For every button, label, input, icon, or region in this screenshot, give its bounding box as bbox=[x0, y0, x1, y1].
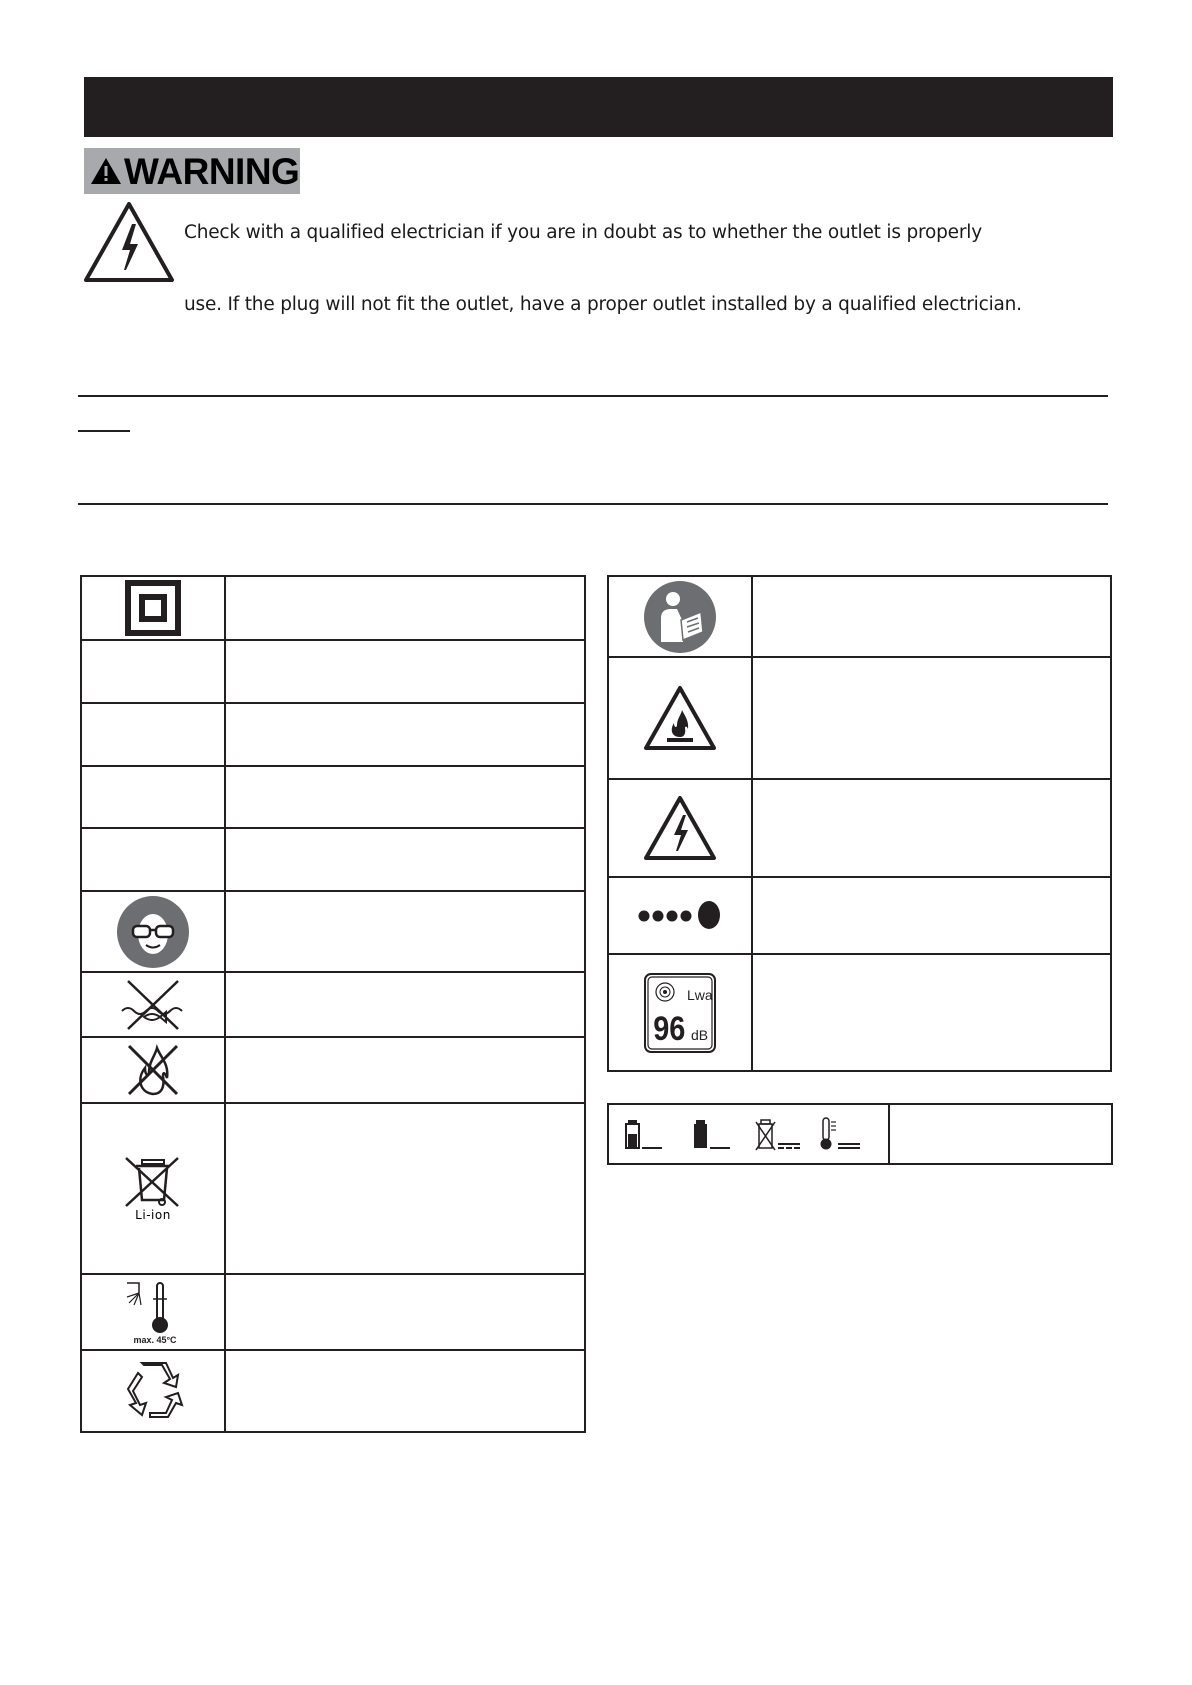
description-cell bbox=[225, 1103, 585, 1274]
sound-level-value: 96 bbox=[653, 1008, 686, 1048]
table-row bbox=[81, 1350, 585, 1432]
description-cell bbox=[225, 1037, 585, 1103]
description-cell bbox=[225, 766, 585, 828]
description-cell bbox=[225, 828, 585, 891]
icon-cell bbox=[81, 640, 225, 703]
description-cell bbox=[225, 576, 585, 640]
icon-cell bbox=[81, 972, 225, 1037]
battery-status-icons bbox=[624, 1116, 874, 1152]
divider-bottom bbox=[78, 503, 1108, 505]
warning-label: WARNING bbox=[124, 150, 300, 192]
table-row bbox=[81, 703, 585, 766]
icon-cell bbox=[81, 828, 225, 891]
icon-cell bbox=[608, 576, 752, 657]
li-ion-label: Li-ion bbox=[135, 1207, 171, 1222]
sound-power-level-icon bbox=[643, 972, 717, 1054]
table-row bbox=[81, 972, 585, 1037]
warning-badge bbox=[84, 148, 300, 194]
table-row bbox=[608, 576, 1111, 657]
description-cell bbox=[225, 891, 585, 972]
table-row bbox=[81, 891, 585, 972]
icon-cell bbox=[81, 703, 225, 766]
table-row bbox=[81, 766, 585, 828]
max-temperature-icon bbox=[123, 1279, 183, 1345]
table-row bbox=[81, 576, 585, 640]
no-water-disposal-icon bbox=[120, 979, 186, 1031]
charge-level-dots-icon bbox=[638, 901, 722, 931]
battery-temperature-icon bbox=[820, 1118, 860, 1150]
header-bar bbox=[84, 77, 1113, 137]
description-cell bbox=[225, 1274, 585, 1350]
eye-protection-icon bbox=[116, 895, 190, 969]
sound-power-symbol: Lwa bbox=[687, 986, 713, 1003]
icon-cell bbox=[608, 877, 752, 954]
icon-cell bbox=[608, 779, 752, 877]
icon-cell bbox=[81, 1274, 225, 1350]
icon-cell bbox=[608, 1104, 889, 1164]
double-insulation-icon bbox=[125, 580, 181, 636]
recycle-icon bbox=[120, 1359, 186, 1423]
electric-shock-icon bbox=[82, 200, 176, 284]
description-cell bbox=[752, 657, 1111, 779]
description-cell bbox=[225, 703, 585, 766]
battery-charged-icon bbox=[694, 1120, 730, 1148]
battery-defective-icon bbox=[756, 1120, 800, 1150]
description-cell bbox=[752, 576, 1111, 657]
description-cell bbox=[225, 640, 585, 703]
icon-cell bbox=[608, 657, 752, 779]
warning-text-line-2: use. If the plug will not fit the outlet, have a proper outlet installed by a qualified electrician. bbox=[184, 294, 1022, 315]
description-cell bbox=[889, 1104, 1112, 1164]
description-cell bbox=[752, 954, 1111, 1071]
symbol-table-left bbox=[80, 575, 586, 1433]
warning-text-line-1: Check with a qualified electrician if you are in doubt as to whether the outlet is properly bbox=[184, 222, 982, 243]
max-temp-label: max. 45°C bbox=[133, 1335, 177, 1345]
table-row bbox=[81, 640, 585, 703]
symbol-table-right bbox=[607, 575, 1112, 1072]
electric-shock-warning-icon bbox=[643, 795, 717, 861]
warning-triangle-icon bbox=[90, 156, 122, 186]
table-row bbox=[608, 779, 1111, 877]
icon-cell bbox=[81, 1103, 225, 1274]
icon-cell bbox=[81, 576, 225, 640]
table-row bbox=[81, 1037, 585, 1103]
description-cell bbox=[752, 877, 1111, 954]
table-row bbox=[608, 657, 1111, 779]
icon-cell bbox=[81, 1037, 225, 1103]
battery-empty-icon bbox=[626, 1120, 662, 1148]
flammable-warning-icon bbox=[643, 685, 717, 751]
icon-cell bbox=[608, 954, 752, 1071]
table-row bbox=[608, 954, 1111, 1071]
table-row bbox=[81, 1274, 585, 1350]
crossed-bin-li-ion-icon bbox=[122, 1156, 184, 1222]
icon-cell bbox=[81, 766, 225, 828]
icon-cell bbox=[81, 1350, 225, 1432]
no-fire-disposal-icon bbox=[125, 1042, 181, 1098]
description-cell bbox=[225, 1350, 585, 1432]
divider-top bbox=[78, 395, 1108, 397]
table-row bbox=[81, 1103, 585, 1274]
table-row bbox=[608, 877, 1111, 954]
description-cell bbox=[752, 779, 1111, 877]
read-manual-icon bbox=[643, 580, 717, 654]
table-row bbox=[608, 1104, 1112, 1164]
sound-level-unit: dB bbox=[691, 1026, 709, 1043]
note-underline bbox=[78, 430, 130, 432]
icon-cell bbox=[81, 891, 225, 972]
table-row bbox=[81, 828, 585, 891]
description-cell bbox=[225, 972, 585, 1037]
battery-symbol-table bbox=[607, 1103, 1113, 1165]
